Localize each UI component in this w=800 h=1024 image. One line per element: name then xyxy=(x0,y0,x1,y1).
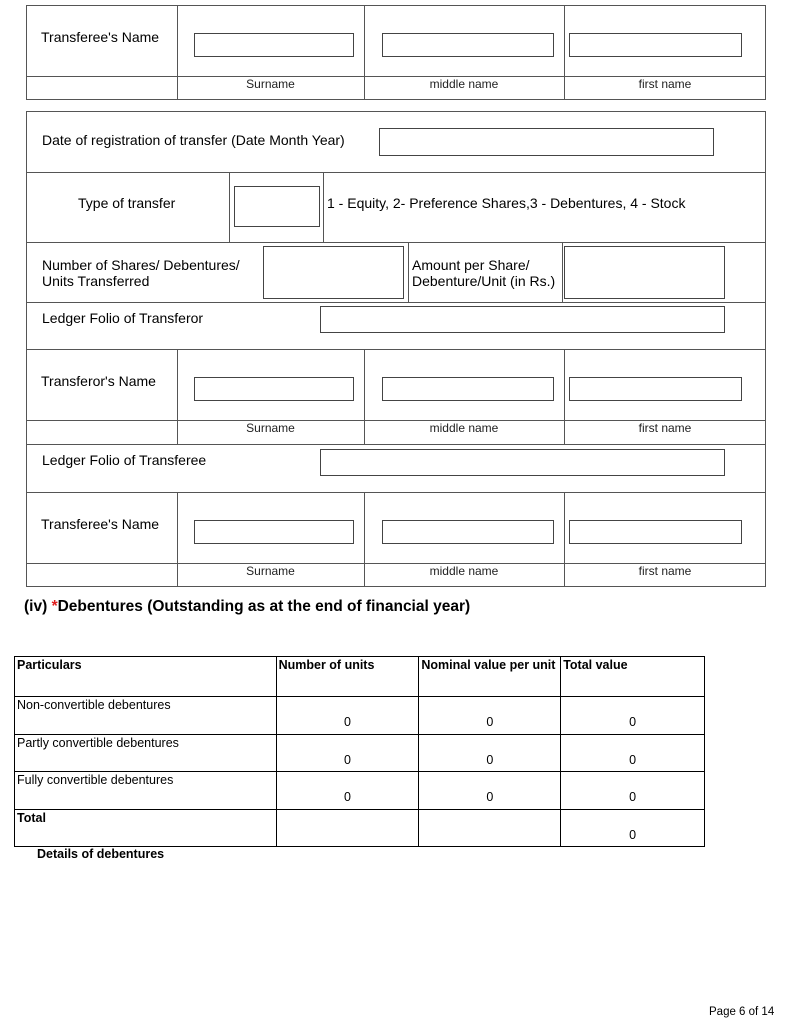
row-total: 0 xyxy=(561,697,705,735)
number-of-shares-field[interactable] xyxy=(263,246,404,299)
row-total: 0 xyxy=(561,772,705,810)
ledger-folio-transferor-field[interactable] xyxy=(320,306,725,333)
row-nominal xyxy=(419,810,561,847)
transferor-surname-field[interactable] xyxy=(194,377,354,401)
divider xyxy=(229,172,230,242)
first-name-label: first name xyxy=(638,564,692,578)
first-name-label: first name xyxy=(638,421,692,435)
date-of-registration-field[interactable] xyxy=(379,128,714,156)
header-particulars: Particulars xyxy=(15,657,277,697)
transferee-name-label: Transferee's Name xyxy=(41,516,160,532)
transferee-middle-name-field-lower[interactable] xyxy=(382,520,554,544)
required-mark: * xyxy=(51,598,58,615)
transferee-name-label: Transferee's Name xyxy=(41,29,160,45)
transferee-first-name-field[interactable] xyxy=(569,33,742,57)
table-row xyxy=(15,697,705,735)
middle-name-label: middle name xyxy=(429,564,499,578)
row-units xyxy=(276,810,419,847)
row-units: 0 xyxy=(276,772,419,810)
row-particular: Partly convertible debentures xyxy=(15,735,277,772)
row-particular: Non-convertible debentures xyxy=(15,697,277,735)
row-particular: Fully convertible debentures xyxy=(15,772,277,810)
transferee-surname-field[interactable] xyxy=(194,33,354,57)
header-nominal-value: Nominal value per unit xyxy=(419,657,561,697)
ledger-folio-transferee-label: Ledger Folio of Transferee xyxy=(42,452,207,468)
row-nominal: 0 xyxy=(419,772,561,810)
units-transferred-label: Units Transferred xyxy=(42,273,150,289)
debentures-section-heading xyxy=(24,598,470,616)
table-row xyxy=(15,735,705,772)
amount-per-unit-label: Debenture/Unit (in Rs.) xyxy=(412,273,556,289)
header-number-of-units: Number of units xyxy=(276,657,419,697)
row-total: 0 xyxy=(561,735,705,772)
table-row xyxy=(15,772,705,810)
middle-name-label: middle name xyxy=(429,421,499,435)
surname-label: Surname xyxy=(246,77,295,91)
surname-label: Surname xyxy=(246,564,295,578)
divider xyxy=(323,172,324,242)
row-nominal: 0 xyxy=(419,735,561,772)
middle-name-label: middle name xyxy=(429,77,499,91)
ledger-folio-transferee-field[interactable] xyxy=(320,449,725,476)
section-title: Debentures (Outstanding as at the end of financial year) xyxy=(57,598,471,615)
transferor-name-label: Transferor's Name xyxy=(41,373,156,389)
table-total-row xyxy=(15,810,705,847)
number-of-shares-label: Number of Shares/ Debentures/ xyxy=(42,257,240,273)
header-total-value: Total value xyxy=(561,657,705,697)
transferee-surname-field-lower[interactable] xyxy=(194,520,354,544)
amount-per-share-label: Amount per Share/ xyxy=(412,257,530,273)
transferee-middle-name-field[interactable] xyxy=(382,33,554,57)
row-units: 0 xyxy=(276,735,419,772)
row-nominal: 0 xyxy=(419,697,561,735)
amount-per-share-field[interactable] xyxy=(564,246,725,299)
debentures-table xyxy=(14,656,705,847)
transferor-middle-name-field[interactable] xyxy=(382,377,554,401)
debentures-table-caption: Details of debentures xyxy=(37,847,165,861)
divider xyxy=(26,302,766,303)
divider xyxy=(26,242,766,243)
surname-label: Surname xyxy=(246,421,295,435)
divider xyxy=(562,242,563,302)
divider xyxy=(408,242,409,302)
type-of-transfer-options: 1 - Equity, 2- Preference Shares,3 - Debentures, 4 - Stock xyxy=(327,195,686,211)
table-header-row xyxy=(15,657,705,697)
row-units: 0 xyxy=(276,697,419,735)
divider xyxy=(26,444,766,445)
date-of-registration-label: Date of registration of transfer (Date Month Year) xyxy=(42,132,345,148)
row-particular: Total xyxy=(15,810,277,847)
first-name-label: first name xyxy=(638,77,692,91)
divider xyxy=(26,492,766,493)
divider xyxy=(26,349,766,350)
transferee-first-name-field-lower[interactable] xyxy=(569,520,742,544)
divider xyxy=(26,172,766,173)
page-number: Page 6 of 14 xyxy=(709,1006,775,1018)
transferor-first-name-field[interactable] xyxy=(569,377,742,401)
type-of-transfer-label: Type of transfer xyxy=(78,195,176,211)
row-total: 0 xyxy=(561,810,705,847)
section-number: (iv) xyxy=(24,598,52,615)
type-of-transfer-field[interactable] xyxy=(234,186,320,227)
ledger-folio-transferor-label: Ledger Folio of Transferor xyxy=(42,310,204,326)
